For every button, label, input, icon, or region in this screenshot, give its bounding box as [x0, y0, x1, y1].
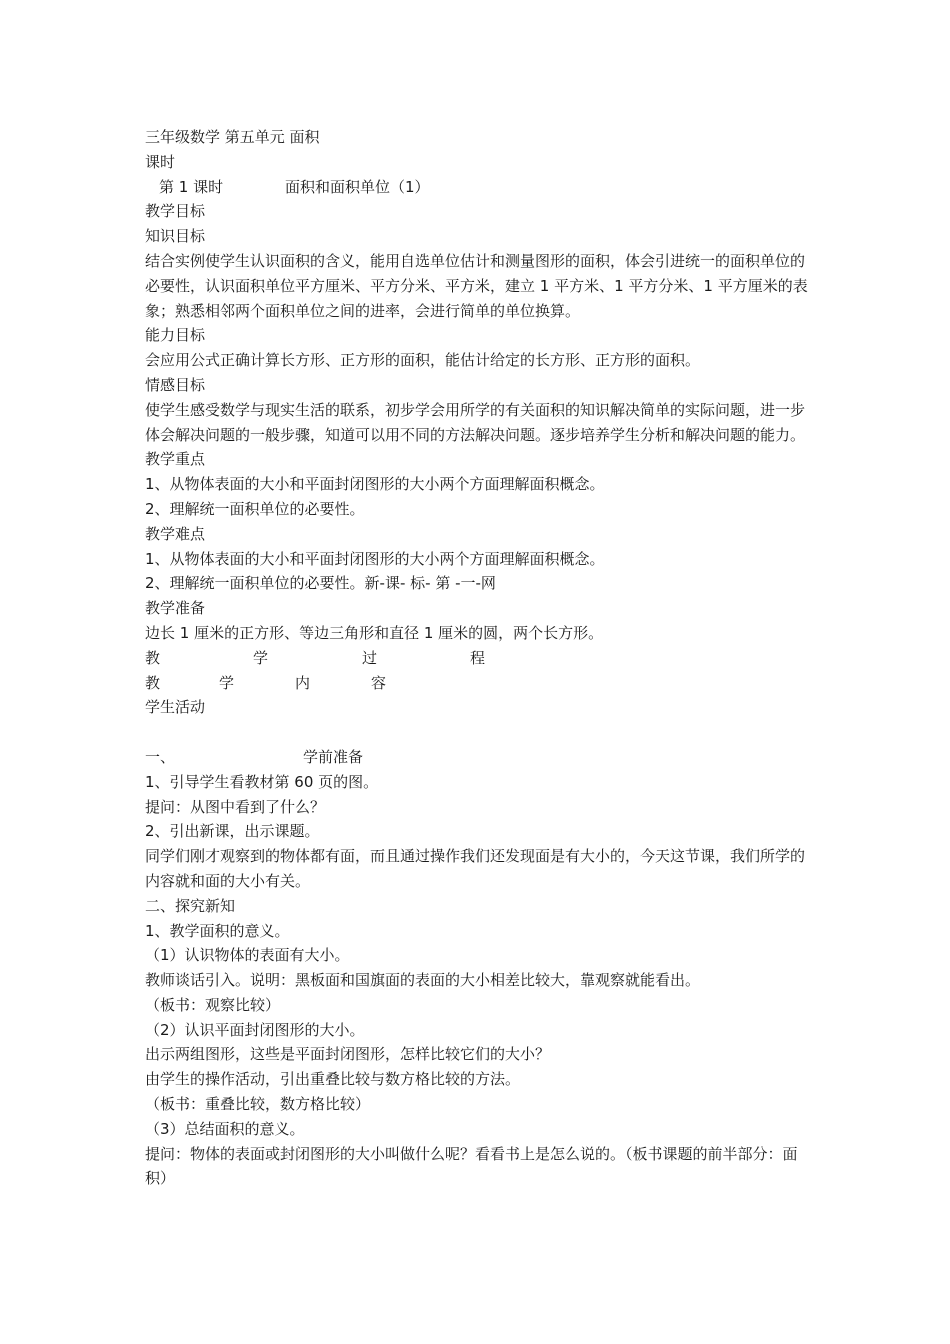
content-char: 学	[219, 673, 235, 692]
doc-title: 三年级数学 第五单元 面积	[145, 128, 320, 146]
document-body	[145, 125, 810, 1191]
heading-preparation: 教学准备	[145, 599, 206, 618]
lesson-number: 第 1 课时	[159, 177, 224, 196]
section-2-item: （3）总结面积的意义。	[145, 1119, 305, 1138]
section-2-heading: 二、探究新知	[145, 896, 236, 915]
emotion-goals-text: 使学生感受数学与现实生活的联系，初步学会用所学的有关面积的知识解决简单的实际问题，进一步体会解决问题的一般步骤，知道可以用不同的方法解决问题。逐步培养学生分析和解决问题的能力。	[145, 400, 806, 444]
section-2-item: 由学生的操作活动，引出重叠比较与数方格比较的方法。	[145, 1070, 521, 1089]
spacer	[145, 720, 810, 745]
process-char: 教	[145, 648, 161, 667]
section-2-item: （板书：重叠比较，数方格比较）	[145, 1095, 371, 1114]
section-1-heading	[145, 745, 810, 770]
heading-knowledge-goals: 知识目标	[145, 227, 206, 246]
section-1-item: 提问：从图中看到了什么？	[145, 797, 326, 816]
process-char: 程	[470, 648, 486, 667]
heading-emotion-goals: 情感目标	[145, 375, 206, 394]
heading-key-points: 教学重点	[145, 450, 206, 469]
section-1-number: 一、	[145, 747, 176, 766]
key-point-2: 2、理解统一面积单位的必要性。	[145, 499, 365, 518]
section-2-item: 出示两组图形，这些是平面封闭图形，怎样比较它们的大小？	[145, 1045, 551, 1064]
student-activity-header: 学生活动	[145, 698, 206, 717]
teaching-content-header	[145, 671, 810, 696]
preparation-text: 边长 1 厘米的正方形、等边三角形和直径 1 厘米的圆，两个长方形。	[145, 623, 604, 642]
difficulty-1: 1、从物体表面的大小和平面封闭图形的大小两个方面理解面积概念。	[145, 549, 605, 568]
process-char: 学	[253, 648, 269, 667]
section-1-title: 学前准备	[303, 747, 364, 766]
heading-difficulties: 教学难点	[145, 524, 206, 543]
section-2-item: （1）认识物体的表面有大小。	[145, 946, 350, 965]
section-2-paragraph: 提问：物体的表面或封闭图形的大小叫做什么呢？看看书上是怎么说的。（板书课题的前半部分：面积）	[145, 1144, 798, 1188]
heading-ability-goals: 能力目标	[145, 326, 206, 345]
key-point-1: 1、从物体表面的大小和平面封闭图形的大小两个方面理解面积概念。	[145, 475, 605, 494]
ability-goals-text: 会应用公式正确计算长方形、正方形的面积，能估计给定的长方形、正方形的面积。	[145, 351, 701, 370]
difficulty-2: 2、理解统一面积单位的必要性。新-课- 标- 第 -一-网	[145, 574, 496, 593]
knowledge-goals-text: 结合实例使学生认识面积的含义，能用自选单位估计和测量图形的面积，体会引进统一的面积单位的必要性，认识面积单位平方厘米、平方分米、平方米，建立 1 平方米、1 平方分米、1 平方厘米的表象；熟悉相邻两个面积单位之间的进率，会进行简单的单位换算。	[145, 251, 808, 320]
teaching-process-header	[145, 646, 810, 671]
content-char: 内	[295, 673, 311, 692]
section-2-item: 教师谈话引入。说明：黑板面和国旗面的表面的大小相差比较大，靠观察就能看出。	[145, 971, 701, 990]
section-2-item: （2）认识平面封闭图形的大小。	[145, 1020, 365, 1039]
lesson-label: 课时	[145, 152, 176, 171]
lesson-line	[145, 175, 810, 200]
content-char: 容	[371, 673, 387, 692]
section-1-item: 2、引出新课，出示课题。	[145, 822, 320, 841]
process-char: 过	[362, 648, 378, 667]
section-2-item: 1、教学面积的意义。	[145, 921, 290, 940]
heading-teaching-goals: 教学目标	[145, 202, 206, 221]
section-1-item: 1、引导学生看教材第 60 页的图。	[145, 772, 379, 791]
lesson-name: 面积和面积单位（1）	[285, 177, 430, 196]
content-char: 教	[145, 673, 161, 692]
section-2-item: （板书：观察比较）	[145, 995, 281, 1014]
section-1-paragraph: 同学们刚才观察到的物体都有面，而且通过操作我们还发现面是有大小的，今天这节课，我们所学的内容就和面的大小有关。	[145, 847, 806, 890]
